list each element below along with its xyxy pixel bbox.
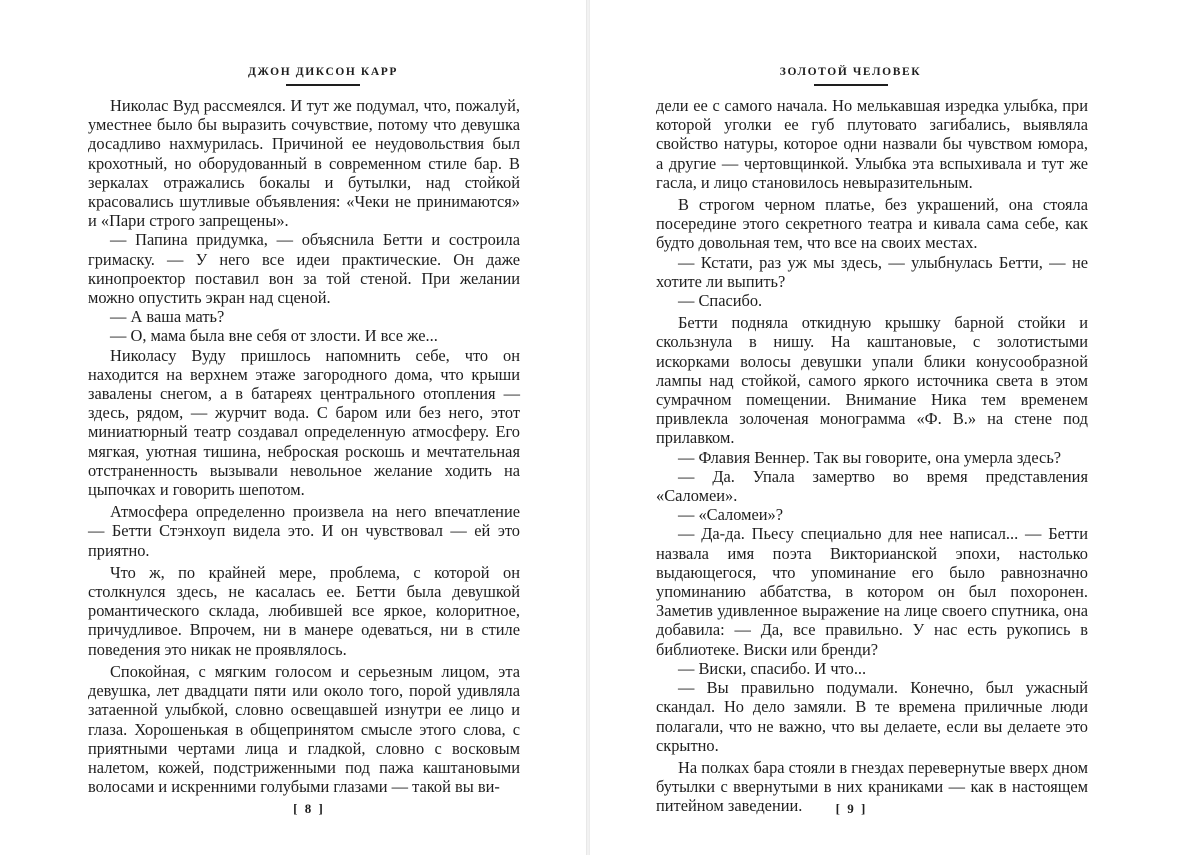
paragraph: На полках бара стояли в гнездах перевернутые вверх дном бутылки с ввернутыми в них краниками — как в настоящем питейном заведении.	[656, 757, 1088, 816]
paragraph: Что ж, по крайней мере, проблема, с которой он столкнулся здесь, не касалась ее. Бетти была девушкой романтического склада, любившей все яркое, колоритное, причудливое. Впрочем, ни в манере одеваться, ни в стиле поведения это никак не проявлялось.	[88, 562, 520, 659]
paragraph: — А ваша мать?	[110, 307, 225, 327]
page-number-left: [ 8 ]	[293, 801, 325, 816]
author-name: ДЖОН ДИКСОН КАРР	[247, 66, 399, 78]
paragraph: Николас Вуд рассмеялся. И тут же подумал, что, пожалуй, уместнее было бы выразить сочувствие, потому что девушка досадливо нахмурилась. Причиной ее неудовольствия был крохотный, но оборудованный в современном стиле бар. В зеркалах отражались бокалы и бутылки, над стойкой красовались шутливые объявления: «Чеки не принимаются» и «Пари строго запрещены».	[88, 96, 520, 231]
paragraph: — Кстати, раз уж мы здесь, — улыбнулась Бетти, — не хотите ли выпить?	[656, 252, 1088, 291]
paragraph: — О, мама была вне себя от злости. И все же...	[110, 326, 438, 346]
paragraph: — Спасибо.	[678, 291, 763, 311]
book-title: ЗОЛОТОЙ ЧЕЛОВЕК	[779, 66, 922, 78]
paragraph: Атмосфера определенно произвела на него впечатление — Бетти Стэнхоуп видела это. И он чувствовал — ей это приятно.	[88, 502, 520, 560]
paragraph: Спокойная, с мягким голосом и серьезным лицом, эта девушка, лет двадцати пяти или около того, порой удивляла затаенной улыбкой, словно освещавшей изнутри ее лицо и глаза. Хорошенькая в общепринятом смысле этого слова, с приятными чертами лица и гладкой, словно с восковым налетом, кожей, подстриженными под пажа каштановыми волосами и искренними голубыми глазами — такой вы ви-	[88, 661, 520, 797]
header-rule	[286, 84, 360, 86]
header-rule	[814, 84, 888, 86]
running-header-right	[590, 66, 1177, 86]
paragraph: Бетти подняла откидную крышку барной стойки и скользнула в нишу. На каштановые, с золотистыми искорками волосы девушки упали блики конусообразной лампы над стойкой, самого яркого источника света в этом сумрачном помещении. Внимание Ника тем временем привлекла золоченая монограмма «Ф. В.» на стене под прилавком.	[656, 313, 1088, 448]
left-page-text	[88, 96, 520, 796]
right-page	[590, 0, 1177, 855]
paragraph: — Папина придумка, — объяснила Бетти и состроила гримаску. — У него все идеи практические. Он даже кинопроектор поставил вон за той стеной. При желании можно опустить экран над сценой.	[88, 230, 520, 308]
paragraph: — Виски, спасибо. И что...	[678, 658, 867, 678]
paragraph: Николасу Вуду пришлось напомнить себе, что он находится на верхнем этаже загородного дома, что крыши завалены снегом, а в батареях центрального отопления — здесь, рядом, — журчит вода. С баром или без него, этот миниатюрный театр создавал определенную атмосферу. Его мягкая, уютная тишина, неброская роскошь и мечтательная отстраненность вызывали невольное желание ходить на цыпочках и говорить шепотом.	[88, 345, 520, 500]
right-page-text	[656, 96, 1088, 816]
paragraph: — «Саломеи»?	[678, 505, 783, 525]
paragraph: — Вы правильно подумали. Конечно, был ужасный скандал. Но дело замяли. В те времена приличные люди полагали, что не важно, что вы делаете, если вы делаете это скрытно.	[656, 678, 1088, 755]
paragraph: — Да. Упала замертво во время представления «Саломеи».	[656, 466, 1088, 506]
paragraph: — Да-да. Пьесу специально для нее написал... — Бетти назвала имя поэта Викторианской эпохи, настолько выдающегося, что упоминание его было равнозначно упоминанию аббатства, в котором он был похоронен. Заметив удивленное выражение на лице своего спутника, она добавила: — Да, все правильно. У нас есть рукопись в библиотеке. Виски или бренди?	[656, 524, 1088, 659]
paragraph: дели ее с самого начала. Но мелькавшая изредка улыбка, при которой уголки ее губ плутовато загибались, выявляла свойство натуры, которое одни назвали бы чувством юмора, а другие — чертовщинкой. Улыбка эта вспыхивала и тут же гасла, и лицо становилось невыразительным.	[656, 96, 1088, 192]
paragraph: — Флавия Веннер. Так вы говорите, она умерла здесь?	[678, 447, 1062, 467]
page-number-right: [ 9 ]	[835, 801, 868, 816]
left-page	[0, 0, 586, 855]
paragraph: В строгом черном платье, без украшений, она стояла посередине этого секретного театра и кивала сама себе, как будто довольная тем, что все на своих местах.	[656, 195, 1088, 253]
running-header-left	[0, 66, 586, 86]
